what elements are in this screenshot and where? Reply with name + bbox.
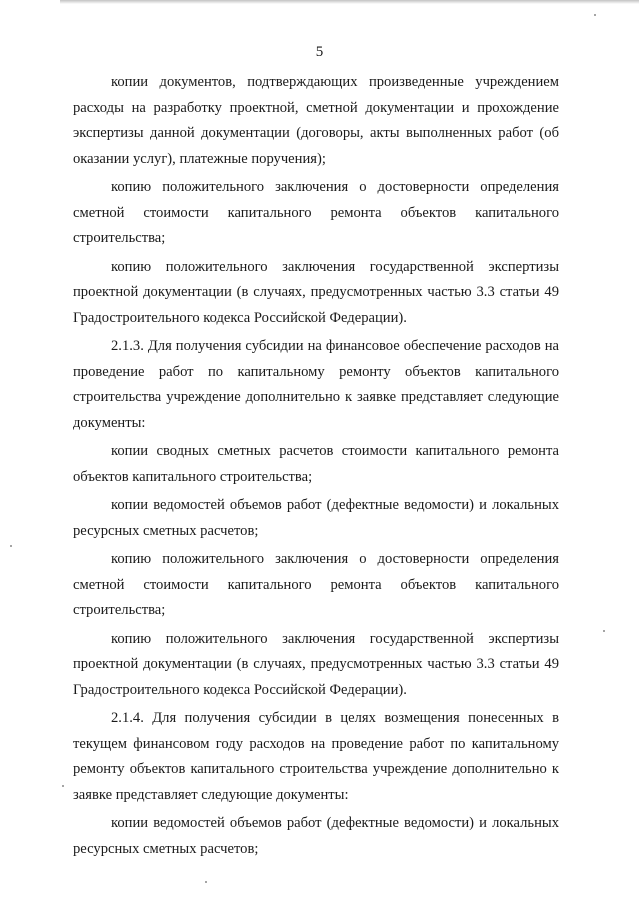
scan-speck: [62, 785, 64, 787]
paragraph-8: копию положительного заключения государственной экспертизы проектной документации (в случаях, предусмотренных частью 3.3 статьи 49 Градостроительного кодекса Российской Федерации).: [73, 630, 559, 698]
paragraph-7: копию положительного заключения о достоверности определения сметной стоимости капитального ремонта объектов капитального строительства;: [73, 551, 559, 618]
paragraph-2: копию положительного заключения о достоверности определения сметной стоимости капитального ремонта объектов капитального строительства;: [73, 179, 559, 246]
scan-speck: [205, 881, 207, 883]
paragraph-3: копию положительного заключения государственной экспертизы проектной документации (в случаях, предусмотренных частью 3.3 статьи 49 Градостроительного кодекса Российской Федерации).: [73, 258, 559, 326]
scan-speck: [10, 545, 12, 547]
scan-top-edge: [60, 0, 639, 4]
paragraph-6: копии ведомостей объемов работ (дефектные ведомости) и локальных ресурсных сметных расчетов;: [73, 497, 559, 539]
page-number: 5: [315, 44, 324, 60]
paragraph-5: копии сводных сметных расчетов стоимости капитального ремонта объектов капитального строительства;: [73, 443, 559, 485]
paragraph-10: копии ведомостей объемов работ (дефектные ведомости) и локальных ресурсных сметных расчетов;: [73, 815, 559, 857]
paragraph-4: 2.1.3. Для получения субсидии на финансовое обеспечение расходов на проведение работ по капитальному ремонту объектов капитального строительства учреждение дополнительно к заявке представляет следующие документы:: [73, 338, 559, 431]
document-body: [73, 70, 559, 862]
paragraph-1: копии документов, подтверждающих произведенные учреждением расходы на разработку проектной, сметной документации и прохождение экспертизы данной документации (договоры, акты выполненных работ (об оказании услуг), платежные поручения);: [73, 74, 559, 167]
scan-speck: [603, 630, 605, 632]
paragraph-9: 2.1.4. Для получения субсидии в целях возмещения понесенных в текущем финансовом году расходов на проведение работ по капитальному ремонту объектов капитального строительства учреждение дополнительно к заявке представляет следующие документы:: [73, 710, 559, 803]
scan-speck: [594, 14, 596, 16]
